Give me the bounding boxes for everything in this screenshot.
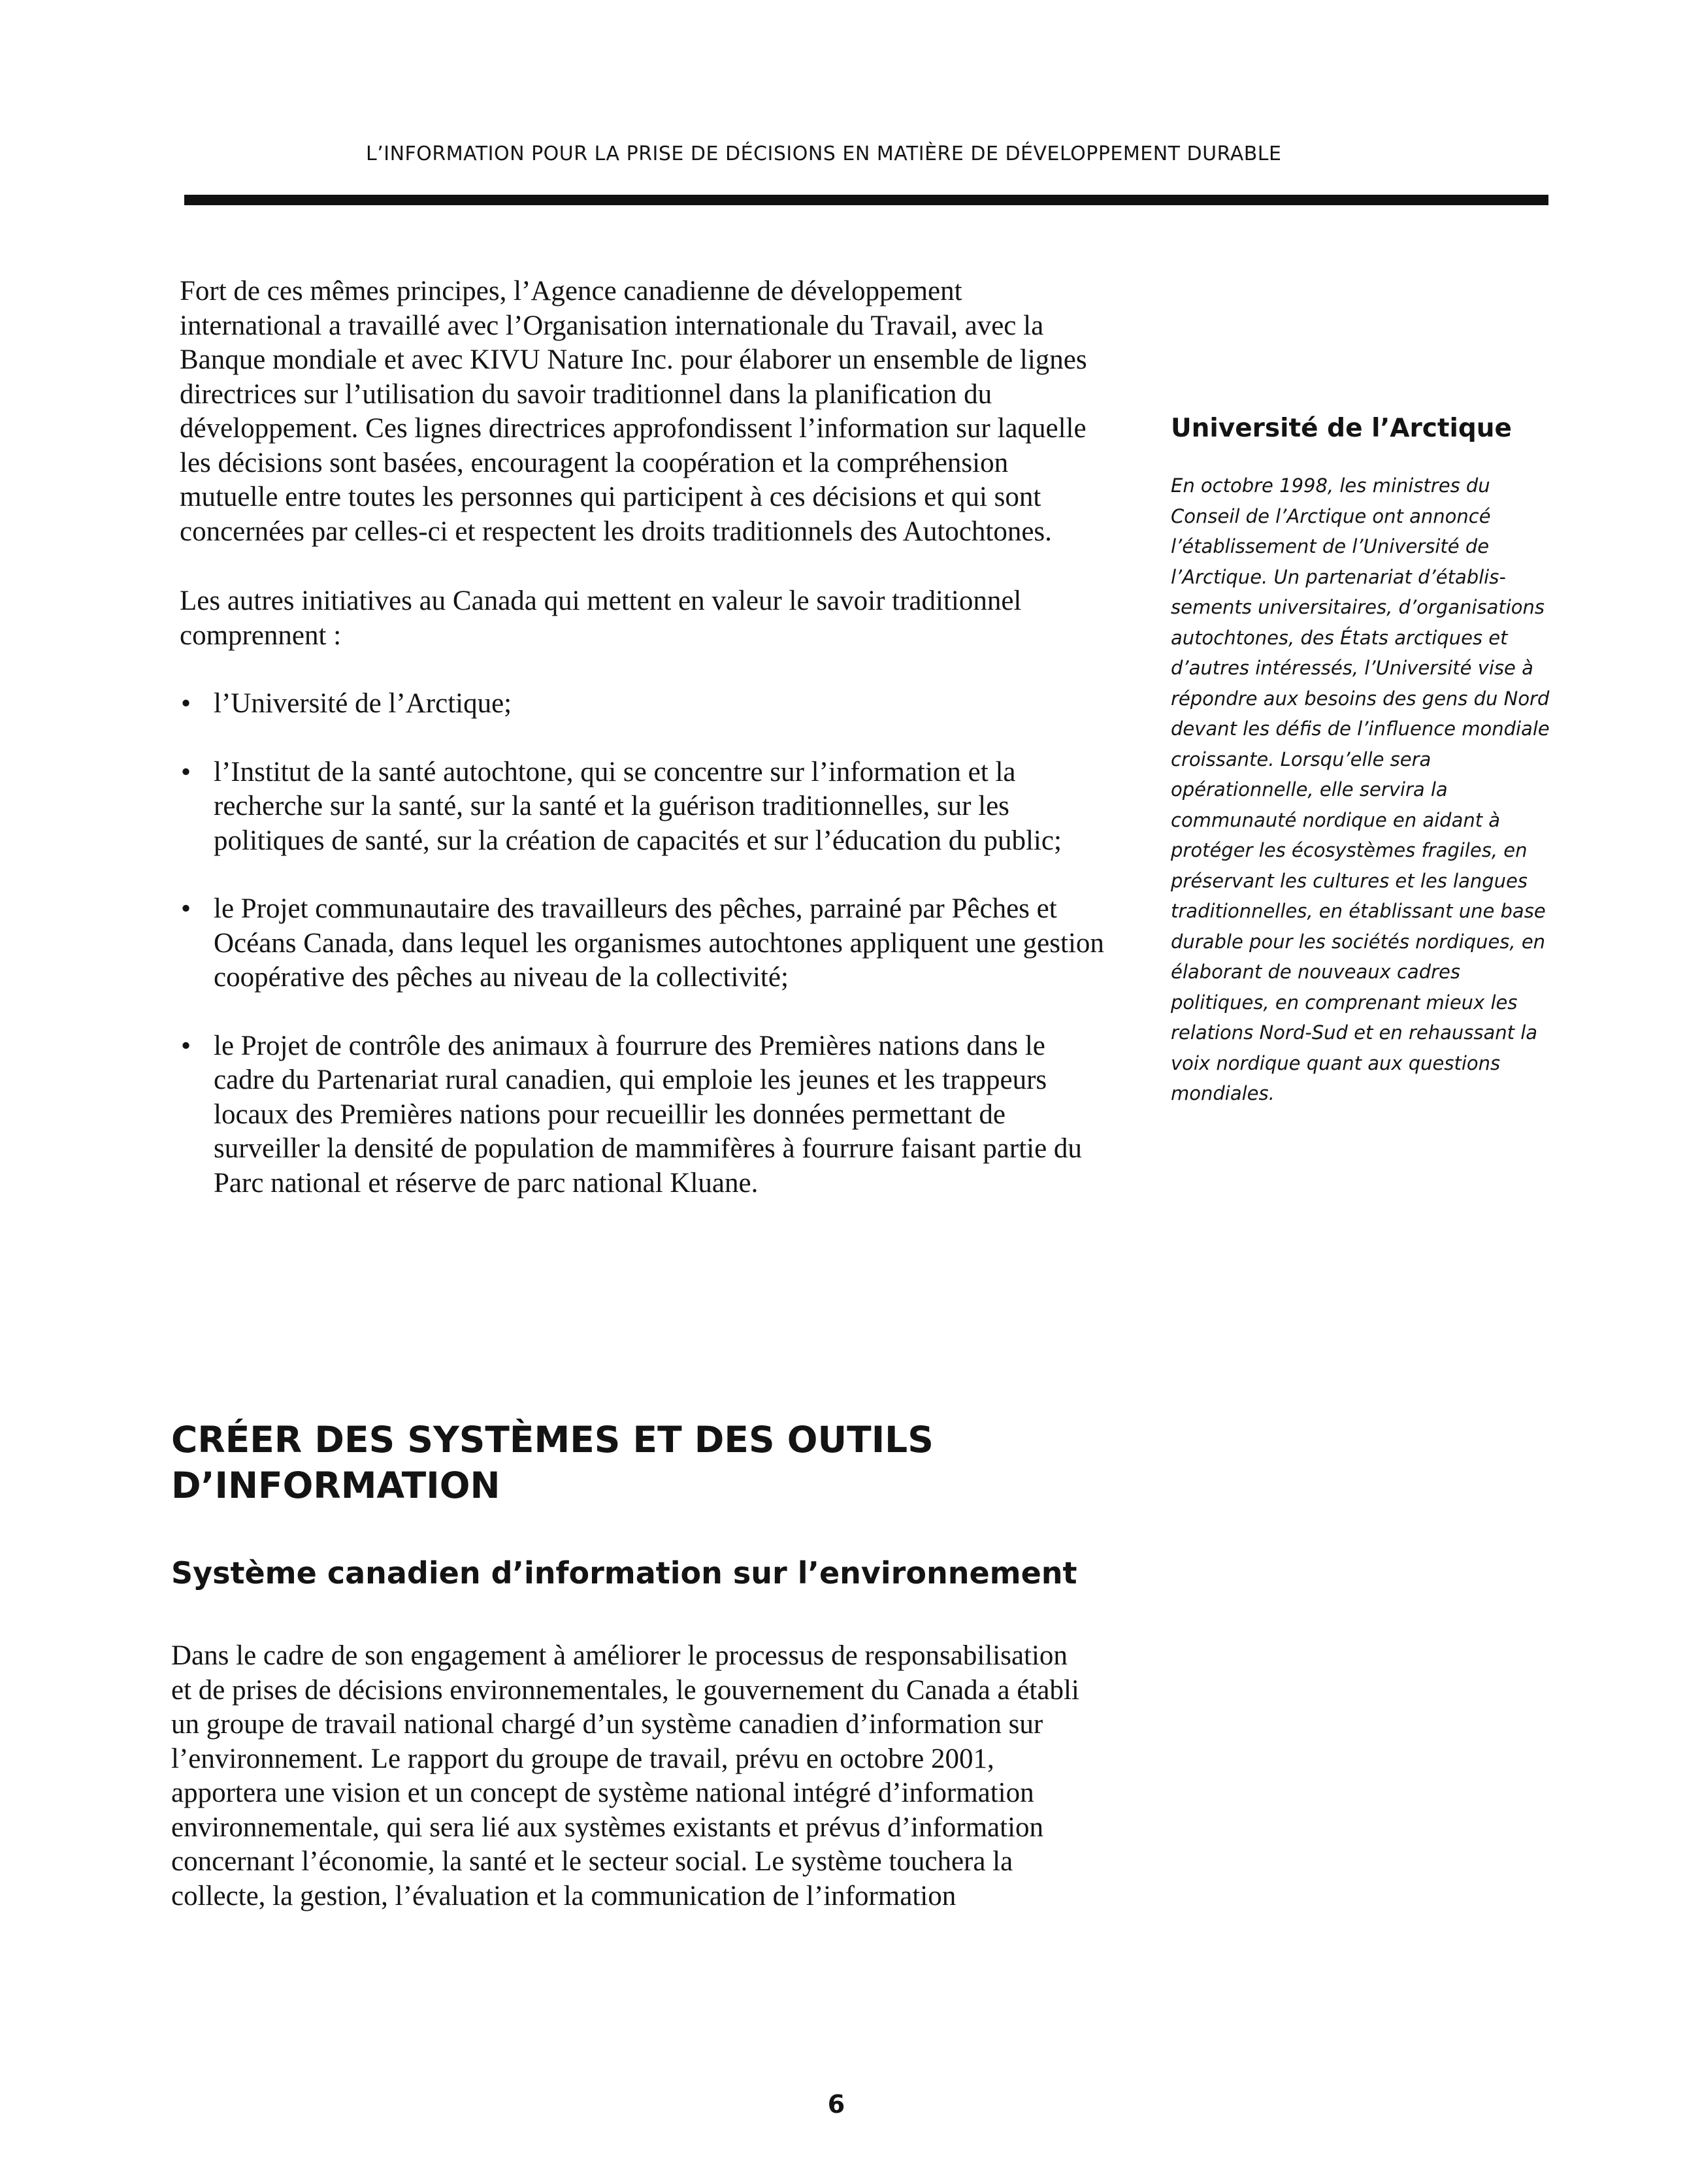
section-subheading: Système canadien d’information sur l’environnement — [171, 1555, 1077, 1591]
sidebar-title: Université de l’Arctique — [1171, 414, 1512, 443]
header-rule — [184, 195, 1548, 205]
list-item: • le Projet de contrôle des animaux à fourrure des Premières nations dans le cadre du Partenariat rural canadien, qui emploie les jeunes et les trappeurs locaux des Premières nations pour recueillir les données permettant de surveiller la densité de population de mammifères à fourrure faisant partie du Parc national et réserve de parc national Kluane. — [214, 1029, 1107, 1201]
list-item: • l’Institut de la santé autochtone, qui se concentre sur l’information et la recherche sur la santé, sur la santé et la guérison traditionnelles, sur les politiques de santé, sur la création de capacités et sur l’éducation du public; — [214, 755, 1107, 859]
body-paragraph: Les autres initiatives au Canada qui mettent en valeur le savoir traditionnel comprennent : — [180, 586, 1022, 651]
list-item: • l’Université de l’Arctique; — [214, 687, 1107, 721]
list-item: • le Projet communautaire des travailleurs des pêches, parrainé par Pêches et Océans Canada, dans lequel les organismes autochtones appliquent une gestion coopérative des pêches au niveau de la collectivité; — [214, 892, 1107, 995]
main-column — [180, 274, 1107, 1234]
page-number: 6 — [827, 2090, 845, 2119]
sidebar-text: En octobre 1998, les ministres du Conseil de l’Arctique ont annoncé l’établissement de l’Université de l’Arctique. Un partenariat d’établis-sements universitaires, d’organisations autochtones, des États arctiques et d’autres intéressés, l’Université vise à répondre aux besoins des gens du Nord devant les défis de l’influence mondiale croissante. Lorsqu’elle sera opérationnelle, elle servira la communauté nordique en aidant à protéger les écosystèmes fragiles, en préservant les cultures et les langues traditionnelles, en établissant une base durable pour les sociétés nordiques, en élaborant de nouveaux cadres politiques, en comprenant mieux les relations Nord-Sud et en rehaussant la voix nordique quant aux questions mondiales. — [1171, 474, 1550, 1104]
section — [171, 1417, 1184, 1913]
sidebar-box — [1171, 413, 1563, 1109]
running-header: L’INFORMATION POUR LA PRISE DE DÉCISIONS EN MATIÈRE DE DÉVELOPPEMENT DURABLE — [366, 142, 1282, 165]
body-paragraph: Fort de ces mêmes principes, l’Agence canadienne de développement international a travaillé avec l’Organisation internationale du Travail, avec la Banque mondiale et avec KIVU Nature Inc. pour élaborer un ensemble de lignes directrices sur l’utilisation du savoir traditionnel dans la planification du développement. Ces lignes directrices approfondissent l’information sur laquelle les décisions sont basées, encouragent la coopération et la compréhension mutuelle entre toutes les personnes qui participent à ces décisions et qui sont concernées par celles-ci et respectent les droits traditionnels des Autochtones. — [180, 276, 1087, 547]
initiatives-list — [180, 687, 1107, 1200]
section-heading: CRÉER DES SYSTÈMES ET DES OUTILS D’INFORMATION — [171, 1419, 934, 1506]
section-paragraph: Dans le cadre de son engagement à améliorer le processus de responsabilisation et de prises de décisions environnementales, le gouvernement du Canada a établi un groupe de travail national chargé d’un système canadien d’information sur l’environnement. Le rapport du groupe de travail, prévu en octobre 2001, apportera une vision et un concept de système national intégré d’information environnementale, qui sera lié aux systèmes existants et prévus d’information concernant l’économie, la santé et le secteur social. Le système touchera la collecte, la gestion, l’évaluation et la communication de l’information — [171, 1640, 1079, 1911]
